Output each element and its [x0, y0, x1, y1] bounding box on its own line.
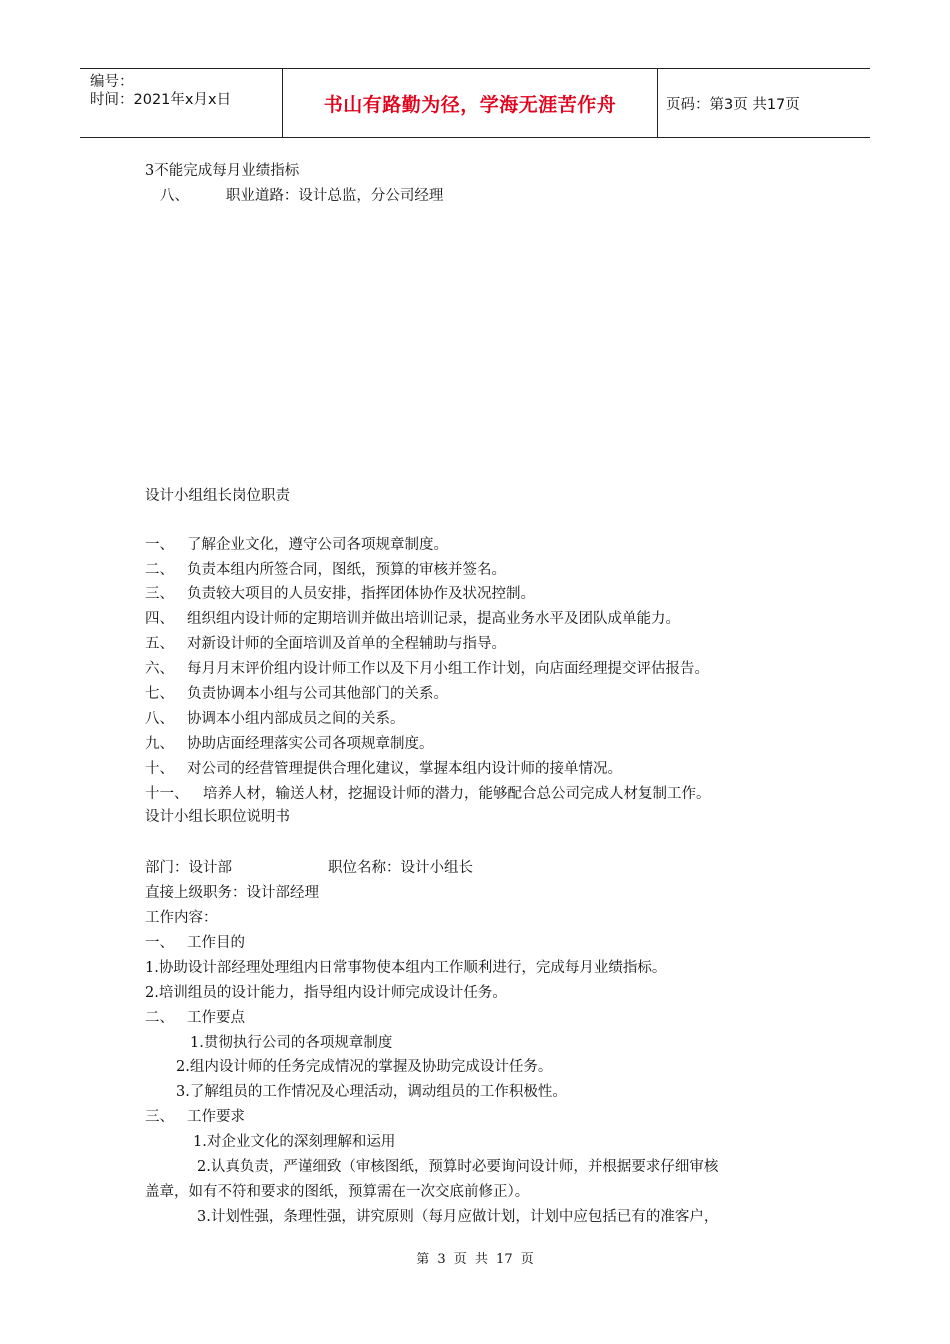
subsection-heading: 二、 工作要点 — [145, 1010, 245, 1026]
list-item: 八、 协调本小组内部成员之间的关系。 — [145, 711, 405, 727]
text-line: 1.贯彻执行公司的各项规章制度 — [190, 1035, 393, 1051]
page-header — [80, 68, 870, 138]
document-number-label: 编号： — [90, 74, 134, 90]
header-left-cell — [80, 69, 282, 137]
page-footer: 第 3 页 共 17 页 — [416, 1252, 534, 1267]
subsection-heading: 一、 工作目的 — [145, 935, 245, 951]
department-field: 部门：设计部 — [145, 860, 232, 876]
text-line: 2.组内设计师的任务完成情况的掌握及协助完成设计任务。 — [176, 1059, 553, 1075]
header-motto-cell — [282, 69, 658, 137]
list-item: 四、 组织组内设计师的定期培训并做出培训记录，提高业务水平及团队成单能力。 — [145, 611, 680, 627]
work-content-label: 工作内容： — [145, 910, 218, 926]
text-line: 盖章，如有不符和要求的图纸，预算需在一次交底前修正）。 — [145, 1184, 530, 1200]
header-page-label: 页码：第3页 共17页 — [666, 96, 800, 113]
text-line: 1.协助设计部经理处理组内日常事物使本组内工作顺利进行，完成每月业绩指标。 — [145, 960, 667, 976]
section-title: 设计小组组长岗位职责 — [145, 488, 290, 504]
superior-field: 直接上级职务：设计部经理 — [145, 885, 319, 901]
list-item: 五、 对新设计师的全面培训及首单的全程辅助与指导。 — [145, 636, 506, 652]
list-item: 十、 对公司的经营管理提供合理化建议，掌握本组内设计师的接单情况。 — [145, 761, 622, 777]
text-line: 八、 职业道路：设计总监，分公司经理 — [160, 188, 444, 204]
section-title: 设计小组长职位说明书 — [145, 809, 290, 825]
text-line: 3.计划性强，条理性强，讲究原则（每月应做计划，计划中应包括已有的准客户， — [197, 1209, 719, 1225]
list-item: 七、 负责协调本小组与公司其他部门的关系。 — [145, 686, 448, 702]
list-item: 六、 每月月末评价组内设计师工作以及下月小组工作计划，向店面经理提交评估报告。 — [145, 661, 709, 677]
subsection-heading: 三、 工作要求 — [145, 1109, 245, 1125]
list-item: 一、 了解企业文化，遵守公司各项规章制度。 — [145, 537, 448, 553]
document-time-label: 时间：2021年x月x日 — [90, 92, 232, 108]
text-line: 3不能完成每月业绩指标 — [145, 163, 300, 179]
text-line: 2.培训组员的设计能力，指导组内设计师完成设计任务。 — [145, 985, 507, 1001]
list-item: 三、 负责较大项目的人员安排，指挥团体协作及状况控制。 — [145, 586, 535, 602]
text-line: 1.对企业文化的深刻理解和运用 — [193, 1134, 396, 1150]
text-line: 2.认真负责，严谨细致（审核图纸，预算时必要询问设计师，并根据要求仔细审核 — [197, 1159, 719, 1175]
list-item: 九、 协助店面经理落实公司各项规章制度。 — [145, 736, 434, 752]
list-item: 十一、 培养人材，输送人材，挖掘设计师的潜力，能够配合总公司完成人材复制工作。 — [145, 786, 711, 802]
header-motto: 书山有路勤为径，学海无涯苦作舟 — [323, 93, 617, 116]
list-item: 二、 负责本组内所签合同，图纸，预算的审核并签名。 — [145, 562, 506, 578]
text-line: 3.了解组员的工作情况及心理活动，调动组员的工作积极性。 — [176, 1084, 567, 1100]
position-field: 职位名称：设计小组长 — [328, 860, 473, 876]
header-page-cell — [658, 69, 870, 137]
